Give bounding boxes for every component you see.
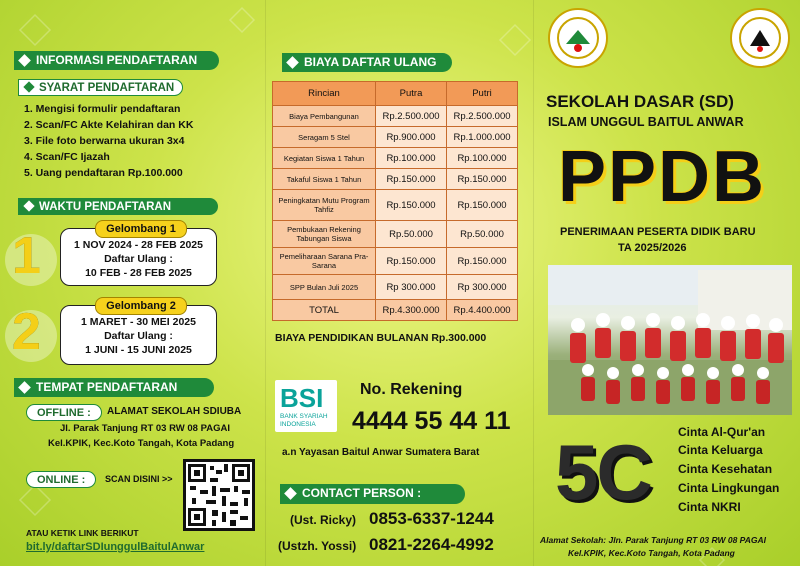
syarat-banner [18, 79, 183, 96]
info-banner-text: INFORMASI PENDAFTARAN [36, 53, 198, 67]
contact-phone[interactable]: 0821-2264-4992 [369, 535, 494, 554]
requirement-item: 1. Mengisi formulir pendaftaran [24, 103, 181, 115]
row-putri: Rp.2.500.000 [447, 106, 518, 127]
biaya-banner [282, 53, 452, 72]
wave1-box [60, 223, 217, 286]
address-line1: Jl. Parak Tanjung RT 03 RW 08 PAGAI [60, 423, 230, 434]
bsi-logo [275, 380, 337, 432]
row-putri: Rp.1.000.000 [447, 127, 518, 148]
row-putra: Rp.100.000 [376, 148, 447, 169]
requirement-item: 5. Uang pendaftaran Rp.100.000 [24, 167, 183, 179]
wave1-tag: Gelombang 1 [95, 220, 187, 238]
row-putri: Rp.150.000 [447, 190, 518, 221]
biaya-banner-text: BIAYA DAFTAR ULANG [304, 55, 437, 69]
table-total-row [273, 300, 518, 321]
offline-label: OFFLINE : [26, 404, 102, 421]
row-putra: Rp.150.000 [376, 248, 447, 275]
bsi-sub1: BANK SYARIAH [280, 413, 328, 420]
ppdb-title: PPDB [558, 137, 767, 217]
requirement-item: 2. Scan/FC Akte Kelahiran dan KK [24, 119, 194, 131]
school-line2: ISLAM UNGGUL BAITUL ANWAR [548, 115, 744, 129]
rek-number: 4444 55 44 11 [352, 407, 511, 435]
school-emblem-icon [550, 10, 606, 66]
address-line2: Kel.KPIK, Kec.Koto Tangah, Kota Padang [48, 438, 235, 449]
row-putra: Rp.150.000 [376, 169, 447, 190]
address-title: ALAMAT SEKOLAH SDIUBA [107, 406, 242, 417]
fee-table-header [273, 82, 518, 106]
row-putri: Rp.50.000 [447, 221, 518, 248]
bsi-sub2: INDONESIA [280, 421, 316, 428]
footer-address2: Kel.KPIK, Kec.Koto Tangah, Kota Padang [568, 548, 735, 558]
requirement-item: 3. File foto berwarna ukuran 3x4 [24, 135, 185, 147]
rek-owner: a.n Yayasan Baitul Anwar Sumatera Barat [282, 447, 480, 458]
contact-banner-text: CONTACT PERSON : [302, 486, 422, 500]
wave2-reg-label: Daftar Ulang : [104, 330, 173, 342]
table-row [273, 221, 518, 248]
row-label: Pemeliharaan Sarana Pra-Sarana [273, 248, 376, 275]
row-label: Kegiatan Siswa 1 Tahun [273, 148, 376, 169]
total-label: TOTAL [273, 300, 376, 321]
foundation-logo [730, 8, 790, 68]
scan-text: SCAN DISINI >> [105, 474, 173, 484]
value-item: Cinta Kesehatan [678, 462, 773, 476]
contact-phone[interactable]: 0853-6337-1244 [369, 509, 494, 528]
monthly-fee: BIAYA PENDIDIKAN BULANAN Rp.300.000 [275, 332, 487, 344]
wave1-dates: 1 NOV 2024 - 28 FEB 2025 [74, 239, 203, 251]
fold-line [265, 0, 266, 566]
row-label: Peningkatan Mutu Program Tahfiz [273, 190, 376, 221]
header-putri: Putri [447, 82, 518, 106]
requirement-item: 4. Scan/FC Ijazah [24, 151, 110, 163]
waktu-banner [18, 198, 218, 215]
table-row [273, 248, 518, 275]
row-label: Biaya Pembangunan [273, 106, 376, 127]
qr-code[interactable] [183, 459, 255, 531]
syarat-banner-text: SYARAT PENDAFTARAN [39, 82, 175, 94]
row-label: Seragam 5 Stel [273, 127, 376, 148]
rek-label: No. Rekening [360, 381, 463, 398]
table-row [273, 106, 518, 127]
row-putra: Rp.900.000 [376, 127, 447, 148]
link-caption: ATAU KETIK LINK BERIKUT [26, 528, 139, 538]
footer-address1: Alamat Sekolah: Jln. Parak Tanjung RT 03 RW 08 PAGAI [540, 535, 766, 545]
header-putra: Putra [376, 82, 447, 106]
school-line1: SEKOLAH DASAR (SD) [546, 92, 734, 111]
row-label: Takaful Siswa 1 Tahun [273, 169, 376, 190]
fee-table [272, 81, 518, 321]
fold-line [533, 0, 534, 566]
bsi-logo-text: BSI [280, 383, 324, 413]
wave1-reg-dates: 10 FEB - 28 FEB 2025 [85, 267, 192, 279]
qr-code-pattern [186, 462, 252, 528]
table-row [273, 275, 518, 300]
ppdb-sub2: TA 2025/2026 [618, 242, 687, 254]
wave2-tag: Gelombang 2 [95, 297, 187, 315]
table-row [273, 190, 518, 221]
header-rincian: Rincian [273, 82, 376, 106]
total-putri: Rp.4.400.000 [447, 300, 518, 321]
row-putra: Rp.2.500.000 [376, 106, 447, 127]
wave2-number: 2 [12, 303, 41, 361]
row-putri: Rp.100.000 [447, 148, 518, 169]
table-row [273, 169, 518, 190]
contact-banner [280, 484, 465, 504]
row-label: Pembukaan Rekening Tabungan Siswa [273, 221, 376, 248]
info-banner [14, 51, 219, 70]
waktu-banner-text: WAKTU PENDAFTARAN [39, 201, 172, 213]
row-putri: Rp.150.000 [447, 248, 518, 275]
wave1-reg-label: Daftar Ulang : [104, 253, 173, 265]
value-item: Cinta NKRI [678, 500, 741, 514]
wave2-dates: 1 MARET - 30 MEI 2025 [81, 316, 196, 328]
row-putra: Rp.150.000 [376, 190, 447, 221]
row-label: SPP Bulan Juli 2025 [273, 275, 376, 300]
foundation-emblem-icon [732, 10, 788, 66]
table-row [273, 148, 518, 169]
table-row [273, 127, 518, 148]
value-item: Cinta Lingkungan [678, 481, 780, 495]
school-logo [548, 8, 608, 68]
students-photo [548, 265, 792, 415]
value-item: Cinta Al-Qur'an [678, 425, 766, 439]
students-group-image [548, 265, 792, 415]
tempat-banner [14, 378, 214, 397]
wave2-reg-dates: 1 JUNI - 15 JUNI 2025 [85, 344, 192, 356]
value-item: Cinta Keluarga [678, 443, 763, 457]
online-label: ONLINE : [26, 471, 96, 488]
row-putri: Rp 300.000 [447, 275, 518, 300]
ppdb-sub1: PENERIMAAN PESERTA DIDIK BARU [560, 226, 756, 238]
row-putra: Rp.50.000 [376, 221, 447, 248]
wave1-number: 1 [12, 227, 41, 285]
row-putri: Rp.150.000 [447, 169, 518, 190]
wave2-box [60, 300, 217, 365]
total-putra: Rp.4.300.000 [376, 300, 447, 321]
contact-name: (Ustzh. Yossi) [278, 539, 357, 553]
row-putra: Rp 300.000 [376, 275, 447, 300]
five-c-title: 5C [555, 428, 651, 516]
tempat-banner-text: TEMPAT PENDAFTARAN [36, 380, 178, 394]
registration-link[interactable]: bit.ly/daftarSDIunggulBaitulAnwar [26, 541, 205, 553]
contact-name: (Ust. Ricky) [290, 513, 357, 527]
